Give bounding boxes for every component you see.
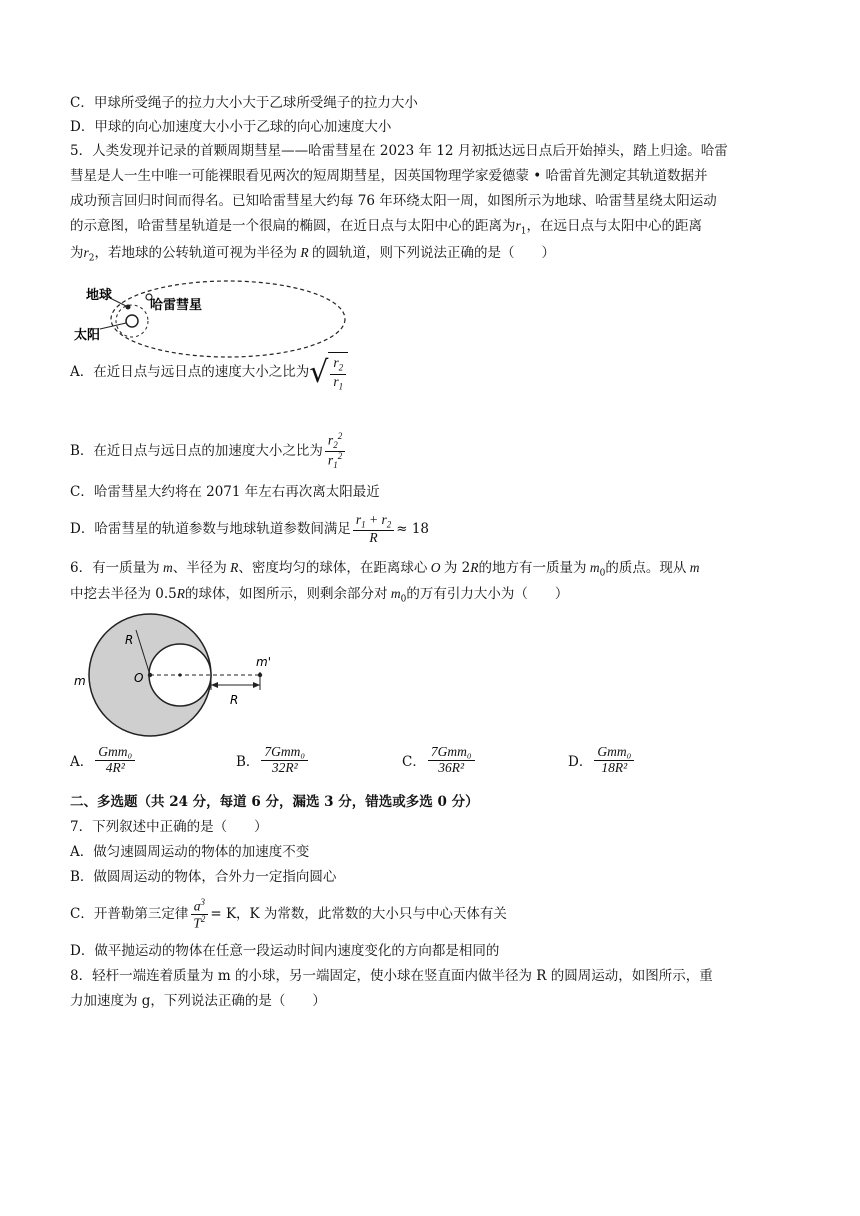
fig-point-mass-label: m': [256, 655, 271, 669]
q5-stem-line3: 成功预言回归时间而得名。已知哈雷彗星大约每 76 年环绕太阳一周，如图所示为地球、哈雷彗星绕太阳运动: [70, 193, 717, 209]
fig-mass-label: m: [74, 674, 86, 688]
q4-option-d: D．甲球的向心加速度大小小于乙球的向心加速度大小: [70, 119, 392, 135]
q5-stem-line4: 的示意图，哈雷彗星轨道是一个很扁的椭圆，在近日点与太阳中心的距离为$r_1$，在远日点与太阳中心的距离: [70, 218, 702, 237]
fig-comet-label: 哈雷彗星: [150, 298, 203, 313]
q7-option-a: A．做匀速圆周运动的物体的加速度不变: [70, 844, 310, 860]
fig-earth-label: 地球: [86, 288, 113, 303]
q5-stem-line1: 5．人类发现并记录的首颗周期彗星——哈雷彗星在 2023 年 12 月初抵达远日点后开始掉头，踏上归途。哈雷: [70, 143, 728, 159]
q7-option-d: D．做平抛运动的物体在任意一段运动时间内速度变化的方向都是相同的: [70, 943, 500, 959]
fig-center-label: O: [134, 671, 144, 685]
q6-sphere-diagram: [70, 612, 285, 742]
q6-option-c: C． $\frac{\text{7Gmm₀}}{\text{36R²}}$: [402, 745, 477, 776]
q6-option-b: B． $\frac{\text{7Gmm₀}}{\text{32R²}}$: [236, 745, 310, 776]
q4-option-c: C．甲球所受绳子的拉力大小大于乙球所受绳子的拉力大小: [70, 95, 418, 111]
q7-option-b: B．做圆周运动的物体，合外力一定指向圆心: [70, 869, 337, 885]
q5-option-a: A．在近日点与远日点的速度大小之比为 √ $\frac{r_2}{r_1}$: [70, 352, 348, 393]
q6-stem-line1: 6．有一质量为 m、半径为 R、密度均匀的球体，在距离球心 O 为 2R的地方有一质量为 $m_0$的质点。现从 m: [70, 560, 700, 579]
q7-option-c: C．开普勒第三定律 $\frac{a^3}{T^2}$ = K，K 为常数，此常数的大小只与中心天体有关: [70, 896, 507, 931]
q8-stem-line2: 力加速度为 g，下列说法正确的是（ ）: [70, 993, 326, 1009]
section-title: 二、多选题（共 24 分，每道 6 分，漏选 3 分，错选或多选 0 分）: [70, 794, 479, 810]
comet-orbit: [111, 281, 345, 357]
fig-sun-label: 太阳: [74, 328, 101, 343]
q8-stem-line1: 8．轻杆一端连着质量为 m 的小球，另一端固定，使小球在竖直面内做半径为 R 的圆周运动，如图所示，重: [70, 968, 713, 984]
q5-stem-line5: 为$r_2$，若地球的公转轨道可视为半径为 R 的圆轨道，则下列说法正确的是（ ）: [70, 245, 555, 264]
sun: [126, 315, 138, 327]
earth-dot: [126, 305, 131, 310]
q6-stem-line2: 中挖去半径为 0.5R的球体，如图所示，则剩余部分对 $m_0$的万有引力大小为（ ）: [70, 586, 569, 605]
q5-option-b: B．在近日点与远日点的加速度大小之比为 $\frac{r_2^2}{r_1^2}$: [70, 432, 347, 471]
q6-option-a: A． $\frac{\text{Gmm₀}}{\text{4R²}}$: [70, 745, 137, 776]
q5-option-c: C．哈雷彗星大约将在 2071 年左右再次离太阳最近: [70, 484, 380, 500]
q6-option-d: D． $\frac{\text{Gmm₀}}{\text{18R²}}$: [568, 745, 636, 776]
fig-radius-label: R: [125, 633, 134, 647]
fig-distance-label: R: [230, 693, 239, 707]
q5-stem-line2: 彗星是人一生中唯一可能裸眼看见两次的短周期彗星，因英国物理学家爱德蒙 • 哈雷首先测定其轨道数据并: [70, 168, 708, 184]
q5-option-d: D．哈雷彗星的轨道参数与地球轨道参数间满足 $\frac{r_1 + r_2}{R}$ ≈ 18: [70, 511, 429, 546]
q7-stem: 7．下列叙述中正确的是（ ）: [70, 819, 268, 835]
